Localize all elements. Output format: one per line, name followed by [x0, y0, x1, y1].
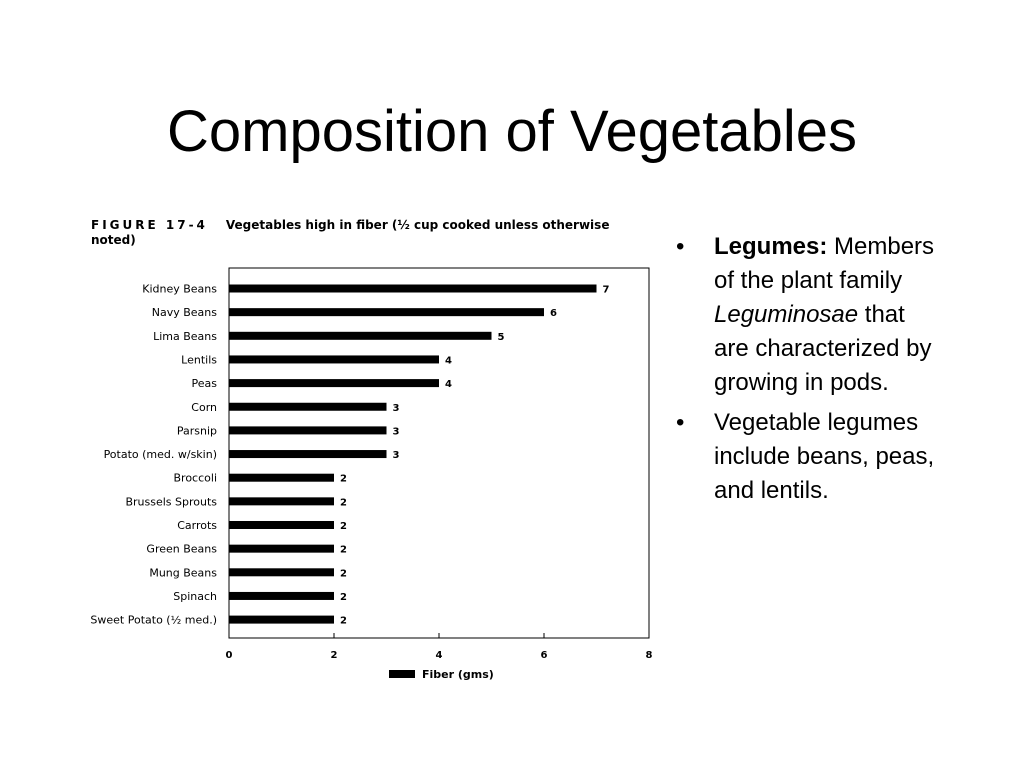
bullet-vegetable-legumes: [676, 406, 946, 508]
legumes-definition-part2: that are characterized by growing in pods.: [714, 301, 932, 396]
bar-14: [229, 616, 334, 624]
figure-label: FIGURE 17-4: [91, 218, 208, 232]
value-label-6: 3: [392, 426, 400, 438]
x-tick-label-2: 4: [435, 650, 443, 661]
bar-13: [229, 592, 334, 600]
value-label-13: 2: [340, 591, 347, 603]
bar-10: [229, 521, 334, 529]
category-label-7: Potato (med. w/skin): [103, 448, 217, 462]
value-label-8: 2: [340, 473, 347, 485]
value-label-10: 2: [340, 521, 347, 532]
bar-8: [229, 474, 334, 482]
bar-0: [229, 285, 597, 293]
value-label-4: 4: [445, 379, 452, 391]
bullet-legumes: [676, 230, 946, 400]
category-label-1: Navy Beans: [151, 306, 217, 320]
category-label-10: Carrots: [177, 519, 217, 532]
value-label-1: 6: [550, 308, 557, 320]
category-label-5: Corn: [191, 400, 217, 414]
value-label-5: 3: [392, 402, 400, 414]
category-label-13: Spinach: [173, 589, 217, 603]
category-label-0: Kidney Beans: [142, 282, 217, 296]
leguminosae-term: Leguminosae: [714, 301, 859, 328]
value-label-9: 2: [340, 497, 347, 509]
value-label-3: 4: [445, 355, 452, 367]
value-label-2: 5: [497, 331, 505, 343]
bar-7: [229, 450, 387, 458]
value-label-12: 2: [340, 568, 347, 580]
value-label-0: 7: [602, 284, 610, 296]
legumes-term: Legumes:: [714, 233, 828, 260]
category-label-12: Mung Beans: [149, 566, 217, 580]
category-label-8: Broccoli: [173, 471, 217, 485]
category-label-6: Parsnip: [176, 424, 217, 438]
bar-3: [229, 355, 439, 363]
bar-11: [229, 545, 334, 553]
bar-9: [229, 497, 334, 505]
bar-5: [229, 403, 387, 411]
value-label-14: 2: [340, 615, 347, 627]
slide-title: Composition of Vegetables: [167, 99, 857, 164]
bar-6: [229, 426, 387, 434]
legumes-definition-part1: Members of the plant family: [714, 233, 935, 294]
bar-1: [229, 308, 544, 316]
value-label-11: 2: [340, 544, 347, 556]
x-tick-label-3: 6: [540, 650, 548, 661]
bar-12: [229, 568, 334, 576]
value-label-7: 3: [392, 450, 400, 462]
bar-4: [229, 379, 439, 387]
category-label-14: Sweet Potato (½ med.): [90, 613, 217, 627]
x-tick-label-0: 0: [225, 650, 233, 661]
category-label-4: Peas: [191, 377, 217, 391]
category-label-2: Lima Beans: [153, 329, 217, 343]
bullet-marker: •: [676, 233, 685, 260]
legend-label: Fiber (gms): [422, 668, 494, 681]
bullet-list: [676, 230, 946, 514]
category-label-11: Green Beans: [146, 542, 217, 556]
x-tick-label-4: 8: [645, 650, 653, 661]
legend-swatch: [389, 670, 415, 678]
category-label-9: Brussels Sprouts: [125, 495, 217, 509]
x-tick-label-1: 2: [330, 650, 338, 661]
category-label-3: Lentils: [181, 353, 217, 367]
bullet-marker: •: [676, 409, 685, 436]
figure-caption-text: Vegetables high in fiber (½ cup cooked unless otherwise noted): [91, 218, 610, 247]
bar-2: [229, 332, 492, 340]
vegetable-legumes-text: Vegetable legumes include beans, peas, and lentils.: [714, 409, 935, 504]
